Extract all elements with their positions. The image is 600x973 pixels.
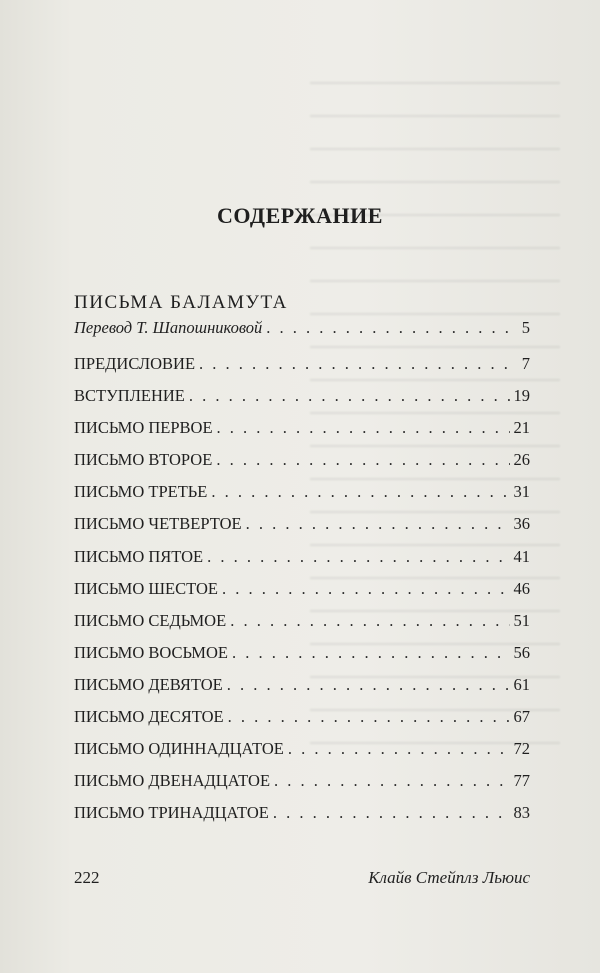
toc-entry-label: ПИСЬМО ТРЕТЬЕ [74, 482, 208, 502]
toc-entry-page: 67 [513, 707, 530, 727]
table-of-contents [74, 288, 530, 835]
toc-entry-page: 56 [513, 642, 530, 662]
dot-leader [199, 354, 518, 374]
toc-entry-page: 21 [513, 418, 530, 438]
dot-leader [246, 514, 510, 534]
toc-entry [74, 739, 530, 771]
dot-leader [266, 318, 517, 338]
toc-entry-page: 77 [513, 771, 530, 791]
toc-entry [74, 386, 530, 418]
toc-entry-label: ПИСЬМО ВТОРОЕ [74, 450, 213, 470]
dot-leader [273, 803, 510, 823]
toc-entry [74, 803, 530, 835]
dot-leader [230, 611, 509, 631]
toc-entry-page: 61 [513, 674, 530, 694]
toc-entry-page: 36 [513, 514, 530, 534]
toc-entry [74, 450, 530, 482]
toc-entry-label: ПИСЬМО ОДИННАДЦАТОЕ [74, 739, 284, 759]
toc-entry [74, 547, 530, 579]
page-number: 222 [74, 868, 100, 887]
toc-entry [74, 771, 530, 803]
dot-leader [216, 450, 509, 470]
toc-entry-page: 26 [513, 450, 530, 470]
dot-leader [232, 643, 510, 663]
toc-entry-page: 51 [513, 610, 530, 630]
dot-leader [189, 386, 510, 406]
section-title: ПИСЬМА БАЛАМУТА [74, 292, 288, 313]
dot-leader [274, 771, 509, 791]
toc-entry-label: ПИСЬМО ДЕВЯТОЕ [74, 674, 223, 694]
toc-entry [74, 675, 530, 707]
toc-entry-label: ВСТУПЛЕНИЕ [74, 386, 185, 406]
toc-entry-label: ПИСЬМО ЧЕТВЕРТОЕ [74, 514, 242, 534]
toc-list [74, 318, 530, 835]
toc-entry-page: 5 [521, 318, 530, 337]
toc-entry [74, 707, 530, 739]
toc-entry [74, 514, 530, 546]
toc-entry-label: ПИСЬМО СЕДЬМОЕ [74, 610, 227, 630]
toc-entry [74, 579, 530, 611]
toc-entry [74, 482, 530, 514]
toc-entry [74, 611, 530, 643]
toc-entry [74, 418, 530, 450]
toc-entry-label: Перевод Т. Шапошниковой [74, 318, 263, 337]
toc-entry-page: 72 [513, 739, 530, 759]
contents-heading: СОДЕРЖАНИЕ [217, 203, 383, 228]
toc-entry-page: 31 [513, 482, 530, 502]
dot-leader [228, 707, 510, 727]
toc-entry-page: 41 [513, 546, 530, 566]
toc-entry-label: ПИСЬМО ТРИНАДЦАТОЕ [74, 803, 269, 823]
toc-entry-label: ПИСЬМО ШЕСТОЕ [74, 578, 218, 598]
dot-leader [217, 418, 510, 438]
running-footer-author: Клайв Стейплз Льюис [368, 868, 530, 887]
toc-entry-label: ПИСЬМО ПЯТОЕ [74, 546, 204, 566]
toc-entry-label: ПРЕДИСЛОВИЕ [74, 354, 196, 373]
toc-entry [74, 354, 530, 386]
dot-leader [227, 675, 510, 695]
toc-entry-page: 7 [521, 354, 530, 373]
toc-entry-label: ПИСЬМО ПЕРВОЕ [74, 418, 213, 438]
dot-leader [288, 739, 510, 759]
toc-entry [74, 643, 530, 675]
dot-leader [211, 482, 509, 502]
toc-entry-page: 19 [513, 386, 530, 406]
dot-leader [207, 547, 509, 567]
toc-entry-page: 83 [513, 803, 530, 823]
toc-entry-translator [74, 318, 530, 350]
toc-entry-label: ПИСЬМО ДЕСЯТОЕ [74, 707, 224, 727]
dot-leader [222, 579, 510, 599]
toc-entry-label: ПИСЬМО ДВЕНАДЦАТОЕ [74, 771, 271, 791]
toc-entry-label: ПИСЬМО ВОСЬМОЕ [74, 642, 228, 662]
toc-entry-page: 46 [513, 578, 530, 598]
